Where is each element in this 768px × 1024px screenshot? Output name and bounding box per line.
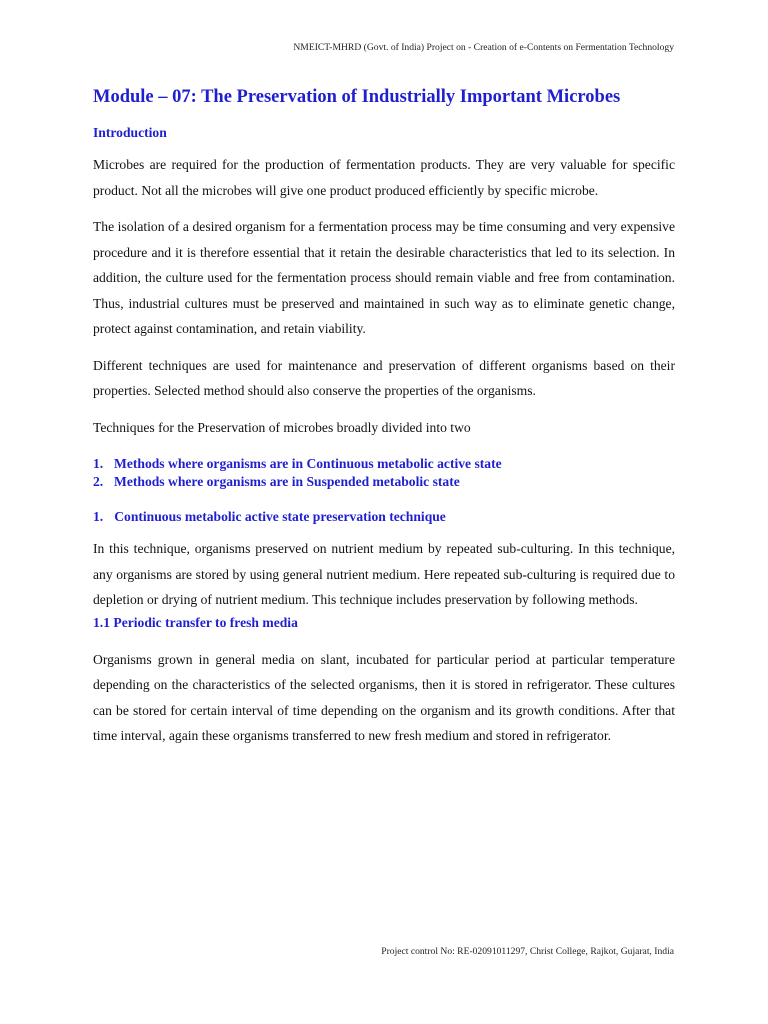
section-1-paragraph: In this technique, organisms preserved on nutrient medium by repeated sub-culturing. In this technique, any organisms are stored by using general nutrient medium. Here repeated sub-culturing is required due to depletion or drying of nutrient medium. This technique includes preservation by following methods.: [93, 541, 675, 607]
module-title: Module – 07: The Preservation of Industrially Important Microbes: [93, 87, 621, 107]
intro-paragraph-3: Different techniques are used for maintenance and preservation of different organisms based on their properties. Selected method should also conserve the properties of the organisms.: [93, 357, 675, 398]
list-item: [93, 455, 675, 473]
introduction-heading: Introduction: [93, 125, 167, 140]
list-item-text: Methods where organisms are in Suspended metabolic state: [114, 474, 460, 489]
intro-paragraph-2: The isolation of a desired organism for a fermentation process may be time consuming and very expensive procedure and it is therefore essential that it retain the desirable characteristics that led to its selection. In addition, the culture used for the fermentation process should remain viable and free from contamination. Thus, industrial cultures must be preserved and maintained in such way as to eliminate genetic change, protect against contamination, and retain viability.: [93, 219, 675, 336]
section-1-heading: [93, 507, 675, 527]
list-item-number: 2.: [93, 474, 104, 489]
techniques-list: [93, 455, 675, 491]
section-1-title: Continuous metabolic active state preservation technique: [114, 509, 446, 524]
list-item-number: 1.: [93, 456, 104, 471]
section-1-1-heading: 1.1 Periodic transfer to fresh media: [93, 614, 298, 630]
page-header: NMEICT-MHRD (Govt. of India) Project on - Creation of e-Contents on Fermentation Technology: [293, 42, 674, 53]
section-1-number: 1.: [93, 509, 104, 524]
list-item-text: Methods where organisms are in Continuous metabolic active state: [114, 456, 502, 471]
intro-paragraph-1: Microbes are required for the production of fermentation products. They are very valuable for specific product. Not all the microbes will give one product produced efficiently by specific microbe.: [93, 157, 675, 198]
list-item: [93, 473, 675, 491]
section-1-1-paragraph: Organisms grown in general media on slant, incubated for particular period at particular temperature depending on the characteristics of the selected organisms, then it is stored in refrigerator. These cultures can be stored for certain interval of time depending on the organism and its growth conditions. After that time interval, again these organisms transferred to new fresh medium and stored in refrigerator.: [93, 651, 675, 743]
page-footer: Project control No: RE-02091011297, Christ College, Rajkot, Gujarat, India: [381, 946, 674, 957]
page-content: [93, 85, 675, 749]
intro-paragraph-4: Techniques for the Preservation of microbes broadly divided into two: [93, 419, 471, 435]
